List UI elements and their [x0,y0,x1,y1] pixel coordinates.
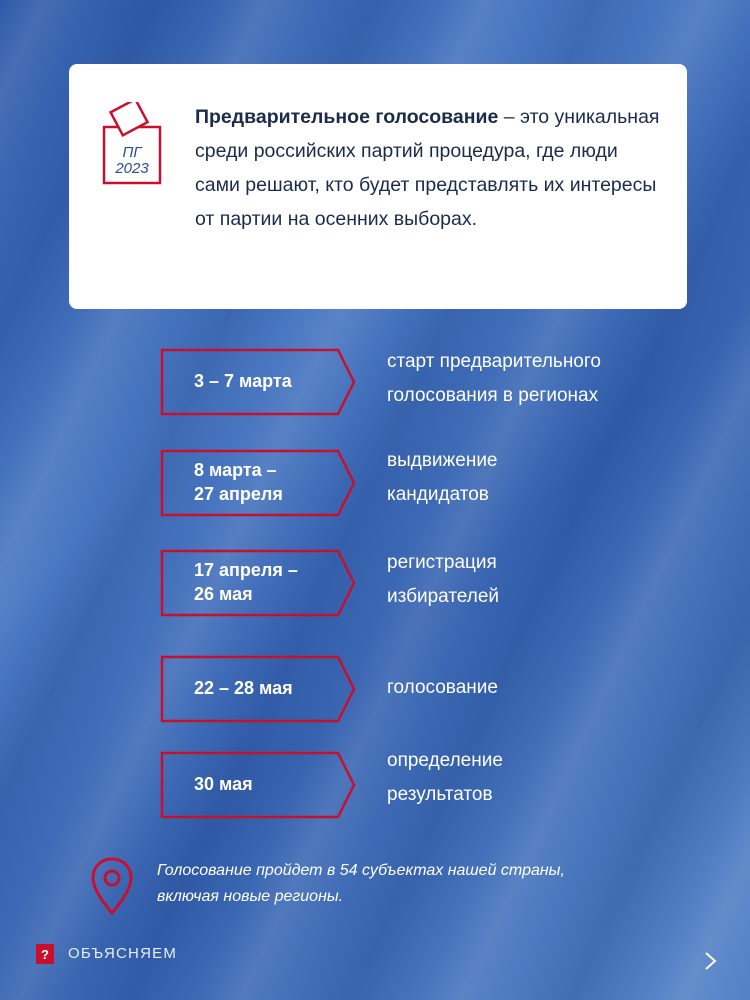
date-label: 22 – 28 мая [194,678,293,698]
date-label: 8 марта – 27 апреля [194,460,283,504]
date-label: 17 апреля – 26 мая [194,560,298,604]
intro-card [69,64,687,309]
date-badge [158,449,354,515]
ballot-box-icon [102,102,162,188]
intro-text [195,100,665,236]
date-badge [158,655,354,721]
brand-mark: ? [36,944,54,964]
intro-title: Предварительное голосование [195,106,499,128]
logo-text-bottom: 2023 [115,160,149,177]
next-arrow-icon[interactable] [622,949,718,973]
event-description: определение результатов [387,750,503,805]
location-pin-icon [90,856,134,916]
date-label: 3 – 7 марта [194,371,292,391]
date-badge [158,751,354,817]
brand-label: ОБЪЯСНЯЕМ [68,945,178,962]
event-description: голосование [387,677,498,698]
event-description: регистрация избирателей [387,552,500,607]
logo-text-top: ПГ [122,144,142,161]
date-badge [158,549,354,615]
regions-note: Голосование пройдет в 54 субъектах нашей страны, включая новые регионы. [157,862,565,905]
event-description: старт предварительного голосования в регионах [387,351,601,406]
date-badge [158,348,354,414]
event-description: выдвижение кандидатов [387,450,498,505]
intro-body: – это уникальная среди российских партий процедура, где люди сами решают, кто будет представлять их интересы от партии на осенних выборах. [195,106,660,230]
date-label: 30 мая [194,774,253,794]
